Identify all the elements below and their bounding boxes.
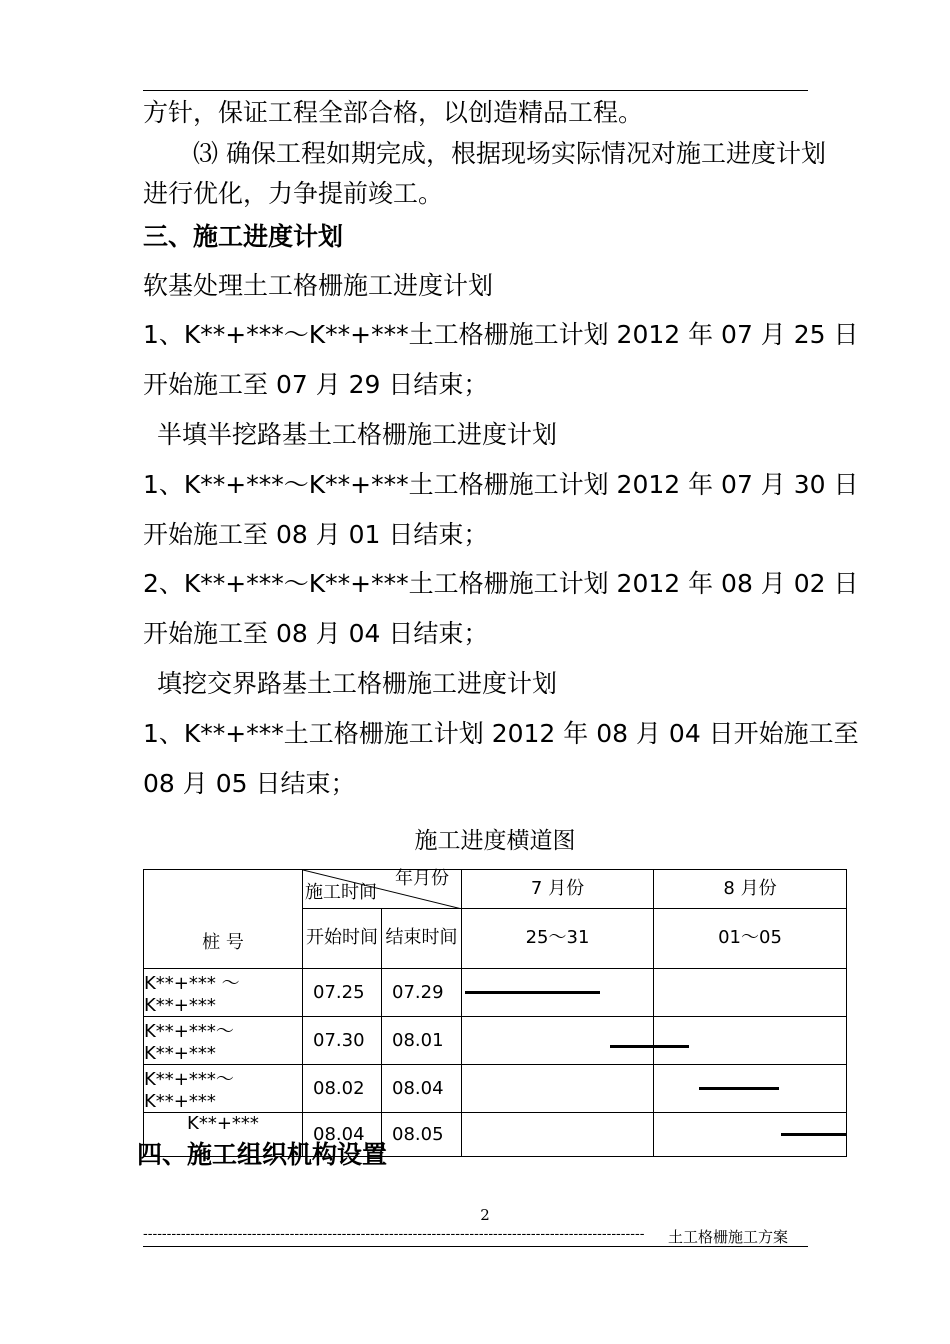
- gantt-bar: [781, 1133, 847, 1136]
- july-cell: [462, 1113, 654, 1157]
- body-line-3: 进行优化，力争提前竣工。: [143, 179, 444, 208]
- july-cell: [462, 1017, 654, 1065]
- stake-cell: K**+***～K**+***: [144, 1017, 303, 1065]
- section-heading-3: 三、施工进度计划: [143, 222, 344, 251]
- plan-line-3a: 2、K**+***～K**+***土工格栅施工计划 2012 年 08 月 02 日: [143, 569, 859, 598]
- stake-cell: K**+***～K**+***: [144, 1065, 303, 1113]
- plan-line-4b: 08 月 05 日结束；: [143, 769, 356, 798]
- plan-line-4a: 1、K**+***土工格栅施工计划 2012 年 08 月 04 日开始施工至: [143, 719, 859, 748]
- plan-line-2b: 开始施工至 08 月 01 日结束；: [143, 520, 489, 549]
- july-range: 25～31: [462, 909, 654, 969]
- footer-dashes: ----------------------------------------------------------------------------------------------------------: [143, 1226, 645, 1242]
- stake-header: 桩 号: [202, 932, 244, 953]
- header-rule: [143, 90, 808, 91]
- table-row: [144, 1017, 847, 1065]
- gantt-table: [143, 869, 847, 1157]
- end-cell: 08.05: [382, 1113, 462, 1157]
- aug-cell: [654, 1017, 847, 1065]
- subheading-soft-base: 软基处理土工格栅施工进度计划: [143, 271, 494, 300]
- start-cell: 07.30: [303, 1017, 382, 1065]
- aug-cell: [654, 1065, 847, 1113]
- start-time-header: 开始时间: [303, 909, 382, 969]
- corner-time-label: 施工时间: [305, 882, 377, 903]
- july-cell: [462, 1065, 654, 1113]
- subheading-fill-cut: 填挖交界路基土工格栅施工进度计划: [157, 669, 558, 698]
- body-line-2: ⑶ 确保工程如期完成，根据现场实际情况对施工进度计划: [193, 139, 826, 168]
- july-cell: [462, 969, 654, 1017]
- end-cell: 08.04: [382, 1065, 462, 1113]
- body-line-1: 方针，保证工程全部合格，以创造精品工程。: [143, 98, 644, 127]
- gantt-bar: [465, 991, 600, 994]
- footer-rule: [143, 1246, 808, 1247]
- plan-line-1a: 1、K**+***～K**+***土工格栅施工计划 2012 年 07 月 25 日: [143, 320, 859, 349]
- footer-title: 土工格栅施工方案: [668, 1228, 789, 1246]
- start-cell: 07.25: [303, 969, 382, 1017]
- plan-line-2a: 1、K**+***～K**+***土工格栅施工计划 2012 年 07 月 30 日: [143, 470, 859, 499]
- gantt-bar: [654, 1045, 689, 1048]
- stake-cell: K**+***: [144, 1113, 303, 1157]
- stake-header-cell: [144, 870, 303, 969]
- end-time-header: 结束时间: [382, 909, 462, 969]
- table-title: 施工进度横道图: [414, 828, 576, 854]
- gantt-bar: [610, 1045, 654, 1048]
- aug-cell: [654, 969, 847, 1017]
- aug-range: 01～05: [654, 909, 847, 969]
- subheading-half-fill: 半填半挖路基土工格栅施工进度计划: [157, 420, 558, 449]
- corner-month-label: 年月份: [395, 868, 449, 889]
- gantt-bar: [699, 1087, 779, 1090]
- start-cell: 08.02: [303, 1065, 382, 1113]
- plan-line-3b: 开始施工至 08 月 04 日结束；: [143, 619, 489, 648]
- aug-cell: [654, 1113, 847, 1157]
- page-number: 2: [480, 1206, 490, 1224]
- month-july-header: 7 月份: [462, 870, 654, 909]
- plan-line-1b: 开始施工至 07 月 29 日结束；: [143, 370, 489, 399]
- start-cell: 08.04: [303, 1113, 382, 1157]
- diagonal-header-cell: [303, 870, 462, 909]
- table-row: [144, 969, 847, 1017]
- end-cell: 07.29: [382, 969, 462, 1017]
- table-row: [144, 1065, 847, 1113]
- section-heading-4: 四、施工组织机构设置: [137, 1140, 388, 1169]
- stake-cell: K**+*** ～K**+***: [144, 969, 303, 1017]
- end-cell: 08.01: [382, 1017, 462, 1065]
- month-aug-header: 8 月份: [654, 870, 847, 909]
